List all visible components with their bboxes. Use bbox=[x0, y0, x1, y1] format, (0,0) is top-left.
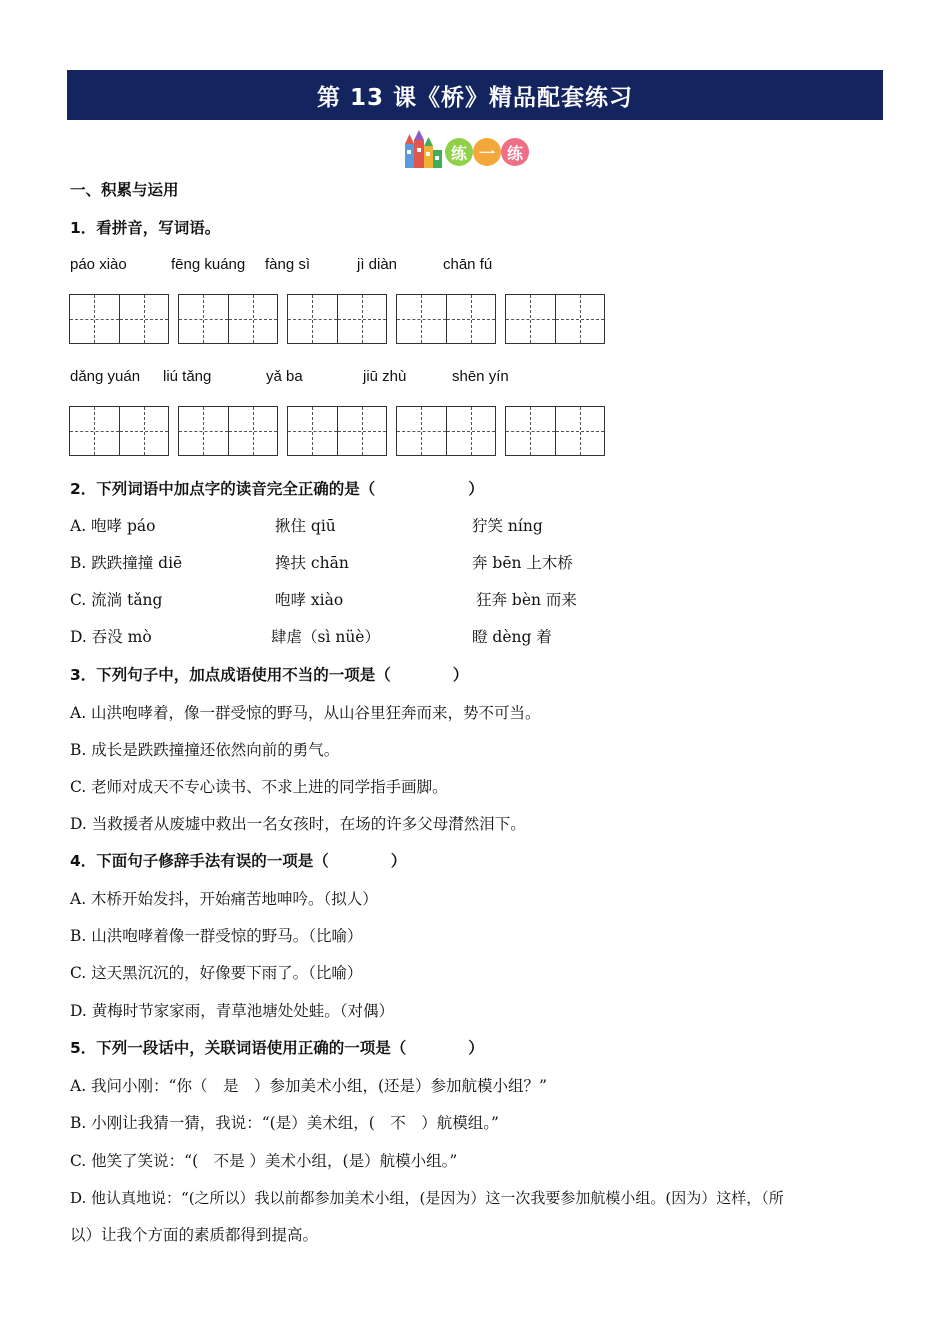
writing-box[interactable] bbox=[396, 294, 496, 344]
pinyin-item: dǎng yuán bbox=[70, 368, 141, 385]
pinyin-item: páo xiào bbox=[70, 256, 127, 273]
pinyin-item: fēng kuáng bbox=[171, 256, 246, 273]
pinyin-item: chān fú bbox=[443, 256, 493, 273]
pinyin-item: liú tǎng bbox=[163, 368, 212, 385]
q3-option-b: B. 成长是跌跌撞撞还依然向前的勇气。 bbox=[70, 741, 340, 759]
writing-box[interactable] bbox=[505, 406, 605, 456]
writing-box[interactable] bbox=[396, 406, 496, 456]
q5-option-c: C. 他笑了笑说：“( 不是 ）美术小组，(是）航模小组。” bbox=[70, 1152, 458, 1170]
colorful-house-icon bbox=[403, 130, 445, 170]
q3-option-c: C. 老师对成天不专心读书、不求上进的同学指手画脚。 bbox=[70, 778, 448, 796]
q2-option-b-2: 搀扶 chān bbox=[275, 554, 349, 572]
writing-box[interactable] bbox=[287, 294, 387, 344]
badge-char-1: 练 bbox=[445, 138, 473, 166]
writing-box[interactable] bbox=[287, 406, 387, 456]
q2-option-d-3: 瞪 dèng 着 bbox=[472, 628, 552, 646]
q3-option-a: A. 山洪咆哮着，像一群受惊的野马，从山谷里狂奔而来，势不可当。 bbox=[70, 704, 541, 722]
pinyin-item: jiū zhù bbox=[363, 368, 407, 385]
q3-option-d: D. 当救援者从废墟中救出一名女孩时，在场的许多父母潸然泪下。 bbox=[70, 815, 526, 833]
q5-stem: 5．下列一段话中，关联词语使用正确的一项是（ ） bbox=[70, 1039, 484, 1057]
q2-option-b-1: B. 跌跌撞撞 diē bbox=[70, 554, 183, 572]
writing-box[interactable] bbox=[178, 294, 278, 344]
q2-option-a-1: A. 咆哮 páo bbox=[70, 517, 156, 535]
badge-char-3: 练 bbox=[501, 138, 529, 166]
q2-option-c-1: C. 流淌 tǎng bbox=[70, 591, 163, 609]
practice-badge bbox=[403, 128, 533, 172]
q1-stem: 1．看拼音，写词语。 bbox=[70, 219, 221, 237]
q2-stem: 2．下列词语中加点字的读音完全正确的是（ ） bbox=[70, 480, 484, 498]
q2-option-a-3: 狞笑 níng bbox=[472, 517, 543, 535]
q5-option-a: A. 我问小刚：“你（ 是 ）参加美术小组，(还是）参加航模小组？” bbox=[70, 1077, 547, 1095]
q3-stem: 3．下列句子中，加点成语使用不当的一项是（ ） bbox=[70, 666, 469, 684]
q2-option-a-2: 揪住 qiū bbox=[275, 517, 336, 535]
pinyin-item: yǎ ba bbox=[266, 368, 303, 385]
pinyin-item: fàng sì bbox=[265, 256, 311, 273]
q2-option-c-3: 狂奔 bèn 而来 bbox=[476, 591, 577, 609]
section-heading: 一、积累与运用 bbox=[70, 181, 179, 199]
writing-box[interactable] bbox=[69, 294, 169, 344]
pinyin-item: jì diàn bbox=[357, 256, 398, 273]
writing-box[interactable] bbox=[69, 406, 169, 456]
badge-char-2: 一 bbox=[473, 138, 501, 166]
page-title: 第 13 课《桥》精品配套练习 bbox=[67, 70, 883, 120]
writing-box[interactable] bbox=[505, 294, 605, 344]
q5-option-b: B. 小刚让我猜一猜，我说：“(是）美术组，( 不 ）航模组。” bbox=[70, 1114, 499, 1132]
q2-option-b-3: 奔 bēn 上木桥 bbox=[472, 554, 573, 572]
q4-stem: 4．下面句子修辞手法有误的一项是（ ） bbox=[70, 852, 407, 870]
q4-option-d: D. 黄梅时节家家雨，青草池塘处处蛙。（对偶） bbox=[70, 1002, 394, 1020]
writing-box[interactable] bbox=[178, 406, 278, 456]
q4-option-b: B. 山洪咆哮着像一群受惊的野马。（比喻） bbox=[70, 927, 363, 945]
q4-option-a: A. 木桥开始发抖，开始痛苦地呻吟。（拟人） bbox=[70, 890, 378, 908]
pinyin-item: shēn yín bbox=[452, 368, 509, 385]
q2-option-d-1: D. 吞没 mò bbox=[70, 628, 152, 646]
q2-option-d-2: 肆虐（sì nüè） bbox=[271, 628, 380, 646]
q5-option-d-continued: 以）让我个方面的素质都得到提高。 bbox=[70, 1226, 319, 1244]
q4-option-c: C. 这天黑沉沉的，好像要下雨了。（比喻） bbox=[70, 964, 363, 982]
q5-option-d: D. 他认真地说：“(之所以）我以前都参加美术小组，(是因为）这一次我要参加航模小组。(因为）这样，（所 bbox=[70, 1189, 784, 1207]
q2-option-c-2: 咆哮 xiào bbox=[275, 591, 344, 609]
